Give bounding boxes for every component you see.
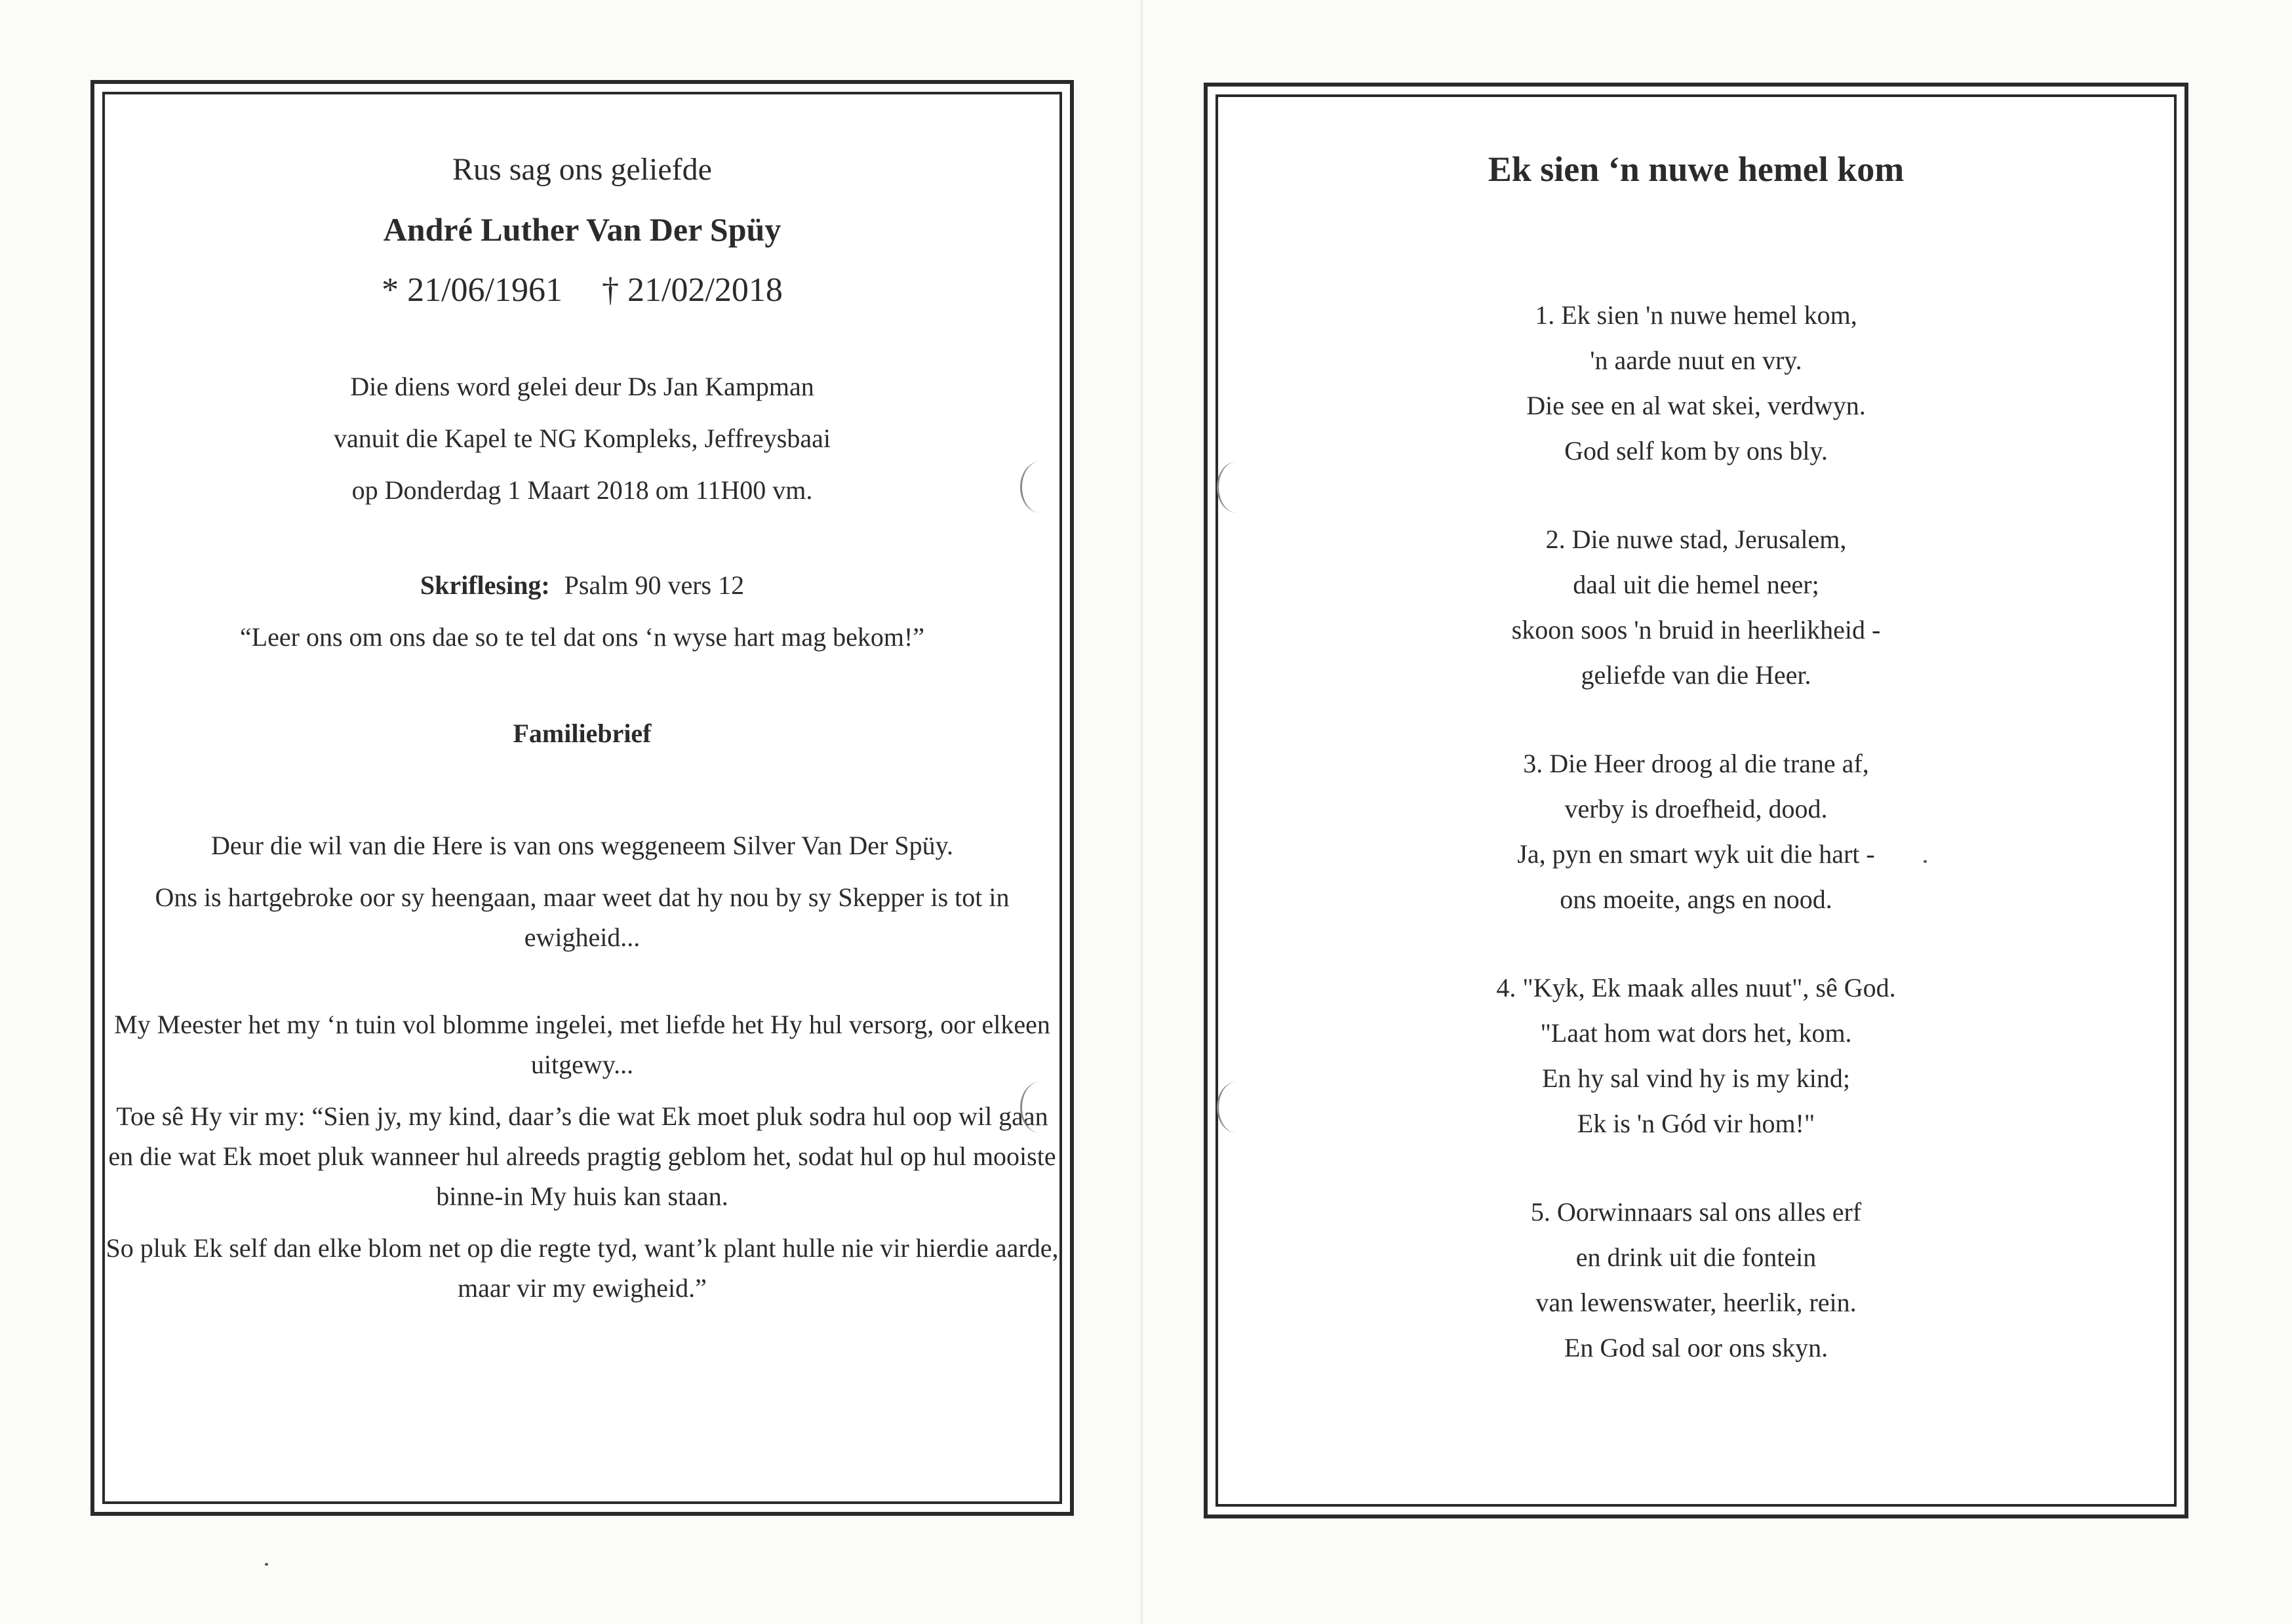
memorial-content: [94, 144, 1070, 1320]
service-line: Die diens word gelei deur Ds Jan Kampman: [350, 372, 814, 401]
verse-line: "Laat hom wat dors het, kom.: [1540, 1018, 1852, 1048]
service-details: [94, 361, 1070, 516]
punch-hole-mark: [1020, 1082, 1059, 1133]
hymn-content: [1208, 138, 2184, 1414]
death-date: † 21/02/2018: [602, 271, 783, 309]
verse-line: geliefde van die Heer.: [1581, 660, 1811, 690]
punch-hole-mark: [1217, 462, 1256, 513]
verse-line: Die see en al wat skei, verdwyn.: [1526, 391, 1866, 420]
hymn-verse: [1208, 741, 2184, 922]
letter-paragraph: Ons is hartgebroke oor sy heengaan, maar weet dat hy nou by sy Skepper is tot in ewigheid...: [155, 882, 1010, 952]
family-letter: [94, 825, 1070, 1308]
verse-line: 1. Ek sien 'n nuwe hemel kom,: [1535, 300, 1857, 330]
verse-line: En hy sal vind hy is my kind;: [1542, 1063, 1850, 1093]
memorial-panel: [90, 80, 1074, 1516]
scan-speck: [1924, 860, 1927, 863]
letter-paragraph: So pluk Ek self dan elke blom net op die regte tyd, want’k plant hulle nie vir hierdie aarde, maar vir my ewigheid.”: [106, 1233, 1059, 1303]
verse-line: van lewenswater, heerlik, rein.: [1535, 1288, 1857, 1317]
hymn-panel: [1204, 83, 2188, 1518]
verse-line: God self kom by ons bly.: [1564, 436, 1828, 465]
family-letter-title: Familiebrief: [513, 719, 652, 748]
verse-line: En God sal oor ons skyn.: [1564, 1333, 1828, 1362]
verse-line: en drink uit die fontein: [1575, 1242, 1817, 1272]
scripture-reading: [94, 559, 1070, 663]
letter-paragraph: Deur die wil van die Here is van ons weggeneem Silver Van Der Spüy.: [211, 831, 953, 860]
verse-line: skoon soos 'n bruid in heerlikheid -: [1511, 615, 1881, 644]
hymn-title: Ek sien ‘n nuwe hemel kom: [1488, 149, 1905, 189]
hymn-verses: [1208, 292, 2184, 1370]
punch-hole-mark: [1020, 462, 1059, 513]
memorial-intro: Rus sag ons geliefde: [452, 152, 712, 187]
scripture-ref: Psalm 90 vers 12: [564, 570, 745, 600]
hymn-verse: [1208, 1189, 2184, 1370]
scripture-quote: “Leer ons om ons dae so te tel dat ons ‘n wyse hart mag bekom!”: [239, 622, 925, 652]
scan-speck: [265, 1563, 268, 1566]
punch-hole-mark: [1217, 1082, 1256, 1133]
birth-date: * 21/06/1961: [382, 271, 563, 309]
scripture-label: Skriflesing:: [420, 570, 550, 600]
hymn-verse: [1208, 292, 2184, 473]
deceased-name: André Luther Van Der Spüy: [383, 211, 781, 248]
life-dates: [94, 264, 1070, 317]
verse-line: 4. "Kyk, Ek maak alles nuut", sê God.: [1496, 973, 1896, 1002]
verse-line: ons moeite, angs en nood.: [1560, 884, 1832, 914]
scripture-reference: [94, 559, 1070, 611]
verse-line: Ek is 'n Gód vir hom!": [1577, 1109, 1815, 1138]
page-fold: [1141, 0, 1143, 1624]
hymn-verse: [1208, 965, 2184, 1146]
service-line: vanuit die Kapel te NG Kompleks, Jeffreysbaai: [334, 424, 831, 453]
verse-line: daal uit die hemel neer;: [1573, 570, 1819, 599]
verse-line: 'n aarde nuut en vry.: [1590, 346, 1802, 375]
letter-paragraph: Toe sê Hy vir my: “Sien jy, my kind, daar’s die wat Ek moet pluk sodra hul oop wil gaan en die wat Ek moet pluk wanneer hul alreeds pragtig geblom het, sodat hul op hul mooiste binne-in My huis kan staan.: [108, 1101, 1056, 1211]
verse-line: Ja, pyn en smart wyk uit die hart -: [1517, 839, 1875, 869]
verse-line: 5. Oorwinnaars sal ons alles erf: [1530, 1197, 1862, 1227]
verse-line: verby is droefheid, dood.: [1564, 794, 1828, 823]
service-line: op Donderdag 1 Maart 2018 om 11H00 vm.: [351, 475, 813, 505]
hymn-verse: [1208, 517, 2184, 698]
verse-line: 3. Die Heer droog al die trane af,: [1523, 749, 1869, 778]
verse-line: 2. Die nuwe stad, Jerusalem,: [1545, 525, 1847, 554]
letter-paragraph: My Meester het my ‘n tuin vol blomme ingelei, met liefde het Hy hul versorg, oor elkeen uitgewy...: [114, 1010, 1050, 1079]
